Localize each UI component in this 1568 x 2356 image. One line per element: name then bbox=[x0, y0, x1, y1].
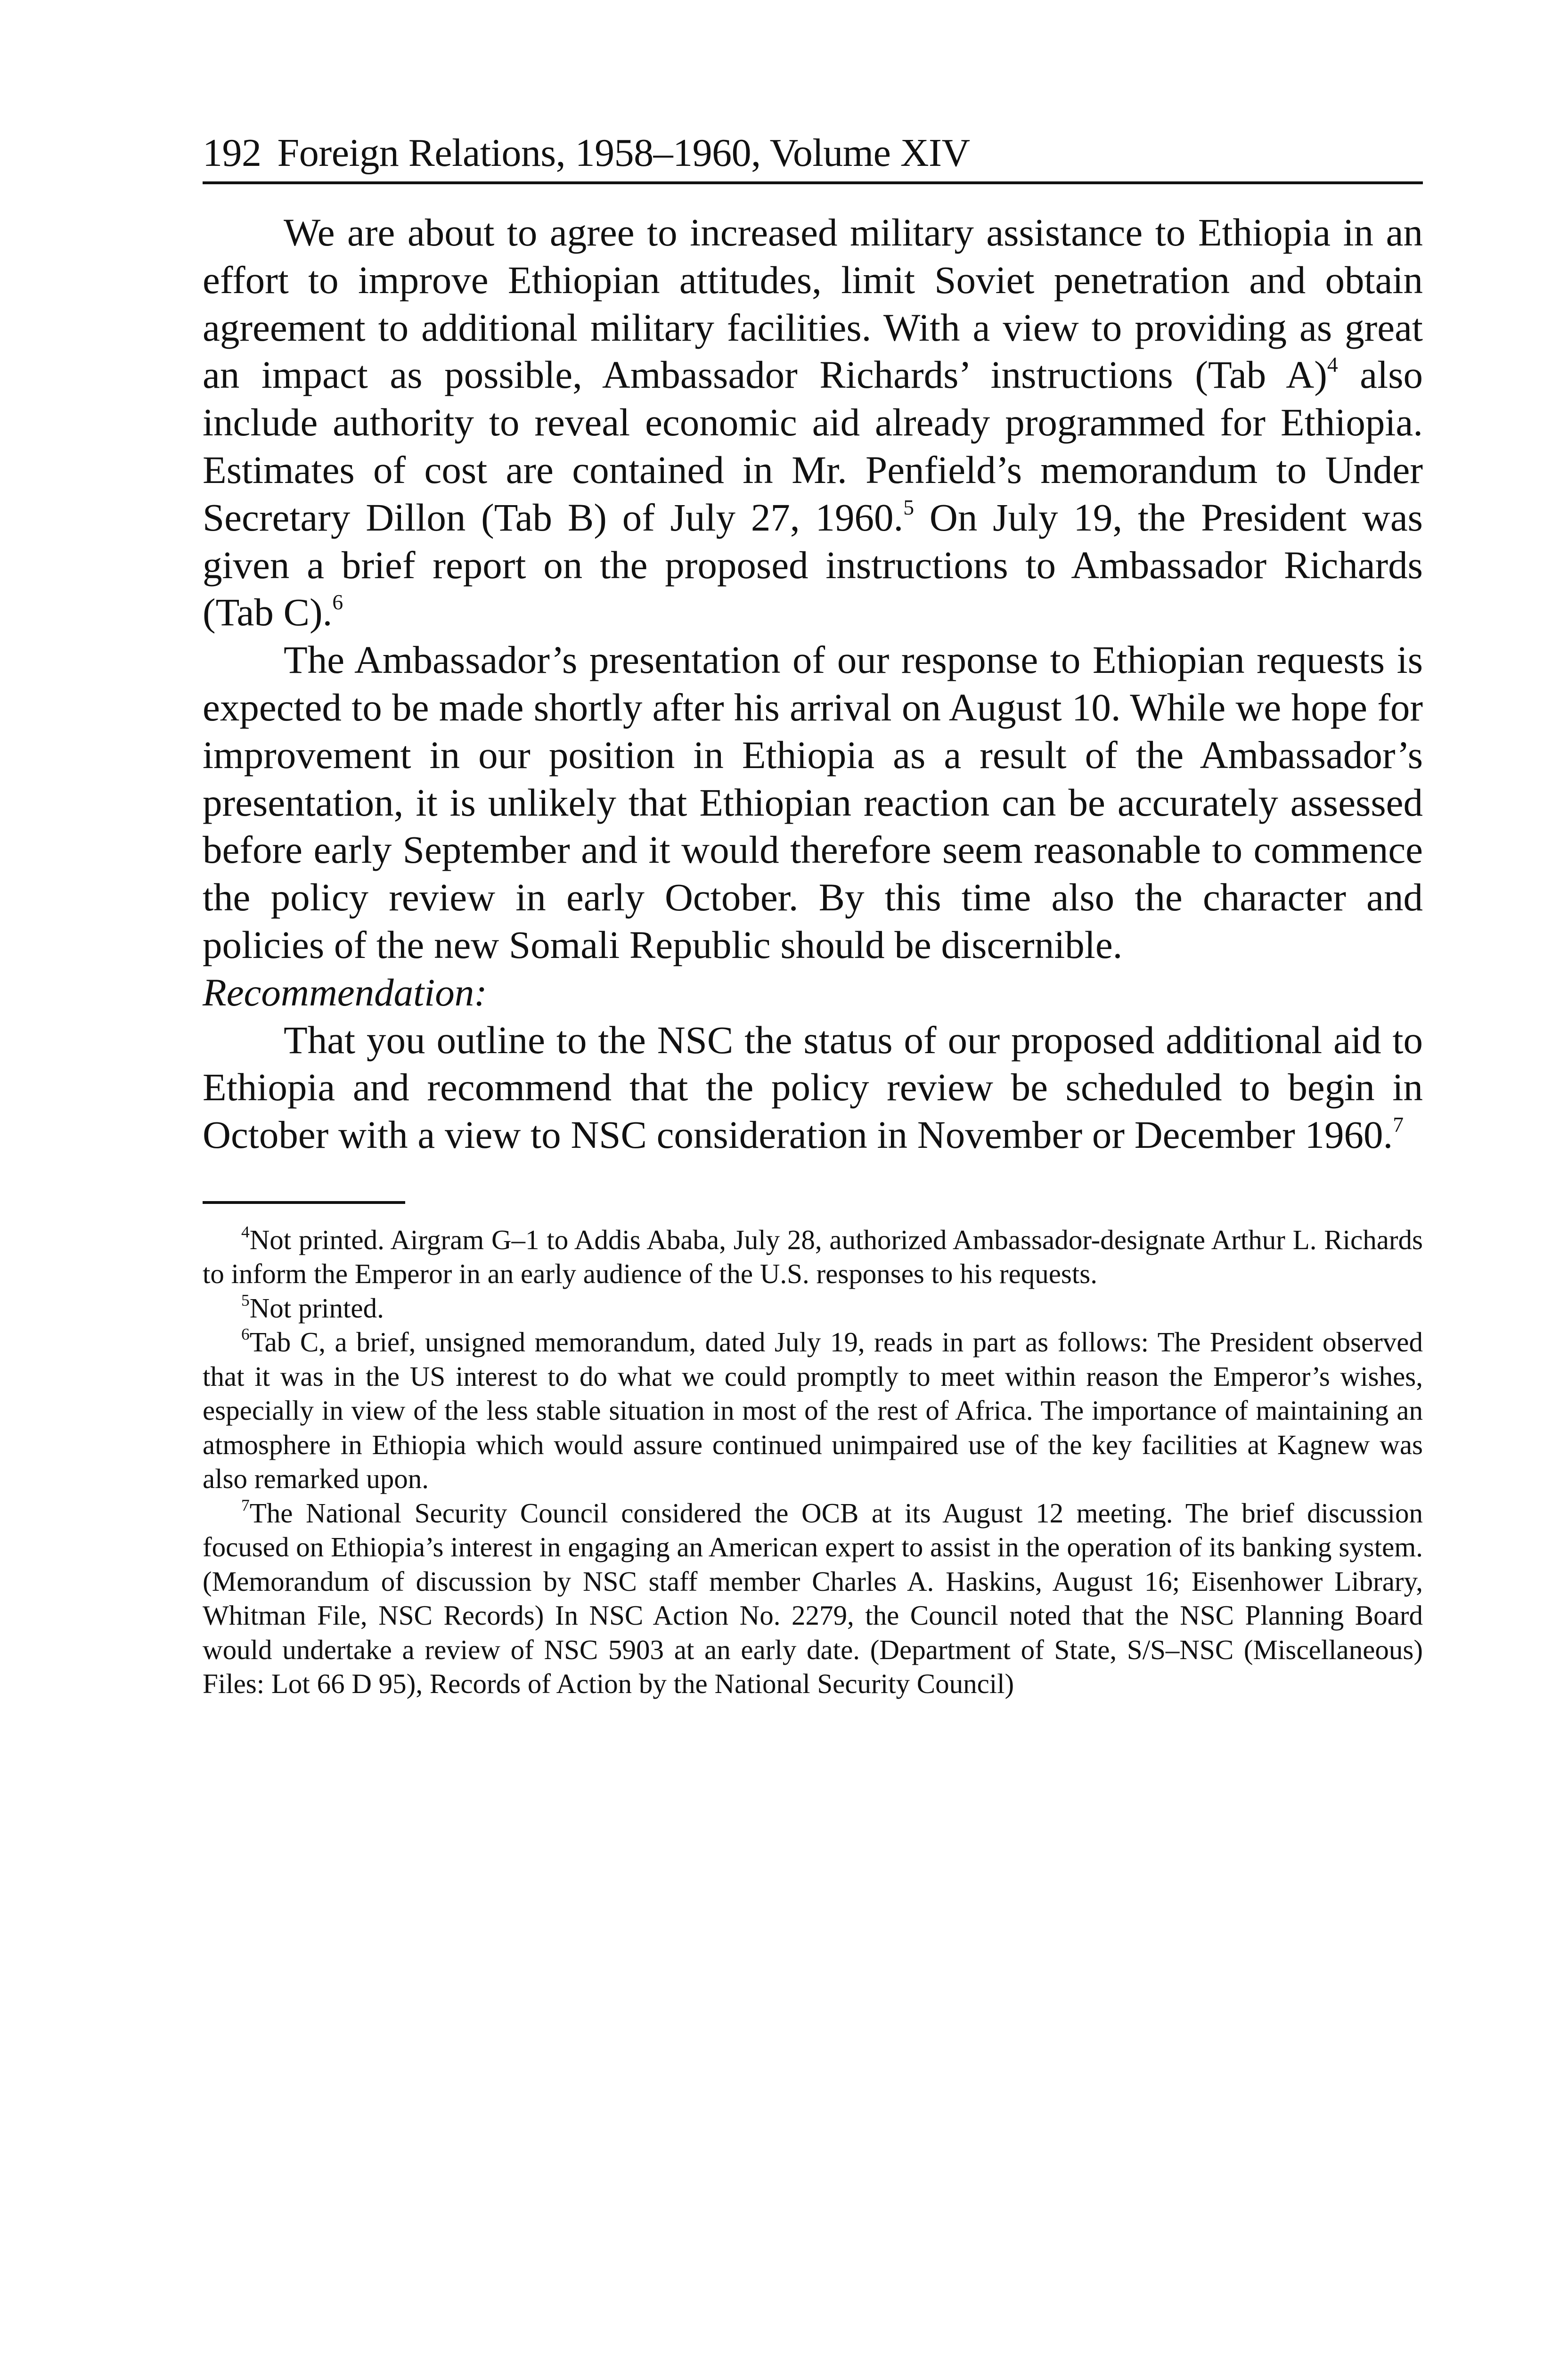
recommendation-heading: Recommendation: bbox=[203, 970, 487, 1014]
footnote-ref-6[interactable]: 6 bbox=[332, 590, 343, 614]
body-text bbox=[203, 209, 1423, 1159]
footnote-text: The National Security Council considered the OCB at its August 12 meeting. The brief discussion focused on Ethiopia’s interest in engaging an American expert to assist in the operation of its banking system. (Memorandum of discussion by NSC staff member Charles A. Haskins, August 16; Eisenhower Library, Whitman File, NSC Records) In NSC Action No. 2279, the Council noted that the NSC Planning Board would undertake a review of NSC 5903 at an early date. (Department of State, S/S–NSC (Miscellaneous) Files: Lot 66 D 95), Records of Action by the National Security Council) bbox=[203, 1497, 1423, 1700]
footnote-rule bbox=[203, 1201, 405, 1204]
footnote-marker: 4 bbox=[241, 1222, 250, 1242]
footnote-5 bbox=[203, 1291, 1423, 1325]
footnote-text: Not printed. Airgram G–1 to Addis Ababa, July 28, authorized Ambassador-designate Arthur L. Richards to inform the Emperor in an early audience of the U.S. responses to his requests. bbox=[203, 1224, 1423, 1290]
paragraph-3 bbox=[203, 1016, 1423, 1159]
paragraph-1 bbox=[203, 209, 1423, 636]
paragraph-3-text: That you outline to the NSC the status of our proposed additional aid to Ethiopia and recommend that the policy review be scheduled to begin in October with a view to NSC consideration in November or December 1960. bbox=[203, 1018, 1423, 1157]
page-number: 192 bbox=[203, 131, 261, 175]
footnote-6 bbox=[203, 1325, 1423, 1496]
footnote-ref-7[interactable]: 7 bbox=[1393, 1112, 1404, 1137]
footnote-ref-4[interactable]: 4 bbox=[1327, 352, 1338, 377]
paragraph-1-text-c: On July 19, the President was given a brief report on the proposed instructions to Ambassador Richards (Tab C). bbox=[203, 495, 1423, 634]
running-head bbox=[203, 127, 1423, 184]
paragraph-2: The Ambassador’s presentation of our response to Ethiopian requests is expected to be made shortly after his arrival on August 10. While we hope for improvement in our position in Ethiopia as a result of the Ambassador’s presentation, it is unlikely that Ethiopian reaction can be accurately assessed before early September and it would therefore seem reasonable to commence the policy review in early October. By this time also the character and policies of the new Somali Republic should be discernible. bbox=[203, 638, 1423, 966]
footnote-marker: 5 bbox=[241, 1291, 250, 1310]
footnote-7 bbox=[203, 1496, 1423, 1701]
volume-title: Foreign Relations, 1958–1960, Volume XIV bbox=[277, 131, 970, 175]
paragraph-1-text-b: also include authority to reveal economic aid already programmed for Ethiopia. Estimates of cost are contained in Mr. Penfield’s memorandum to Under Secretary Dillon (Tab B) of July 27, 1960. bbox=[203, 353, 1423, 539]
footnote-4 bbox=[203, 1223, 1423, 1291]
paragraph-1-text-a: We are about to agree to increased military assistance to Ethiopia in an effort to improve Ethiopian attitudes, limit Soviet penetration and obtain agreement to additional military facilities. With a view to providing as great an impact as possible, Ambassador Richards’ instructions (Tab A) bbox=[203, 211, 1423, 397]
footnote-marker: 7 bbox=[241, 1496, 250, 1515]
footnote-marker: 6 bbox=[241, 1325, 250, 1344]
footnote-text: Not printed. bbox=[249, 1292, 384, 1324]
footnotes bbox=[203, 1223, 1423, 1701]
footnote-ref-5[interactable]: 5 bbox=[903, 495, 915, 519]
footnote-text: Tab C, a brief, unsigned memorandum, dated July 19, reads in part as follows: The President observed that it was in the US interest to do what we could promptly to meet within reason the Emperor’s wishes, especially in view of the less stable situation in most of the rest of Africa. The importance of maintaining an atmosphere in Ethiopia which would assure continued unimpaired use of the key facilities at Kagnew was also remarked upon. bbox=[203, 1326, 1423, 1495]
document-page bbox=[203, 127, 1423, 1701]
